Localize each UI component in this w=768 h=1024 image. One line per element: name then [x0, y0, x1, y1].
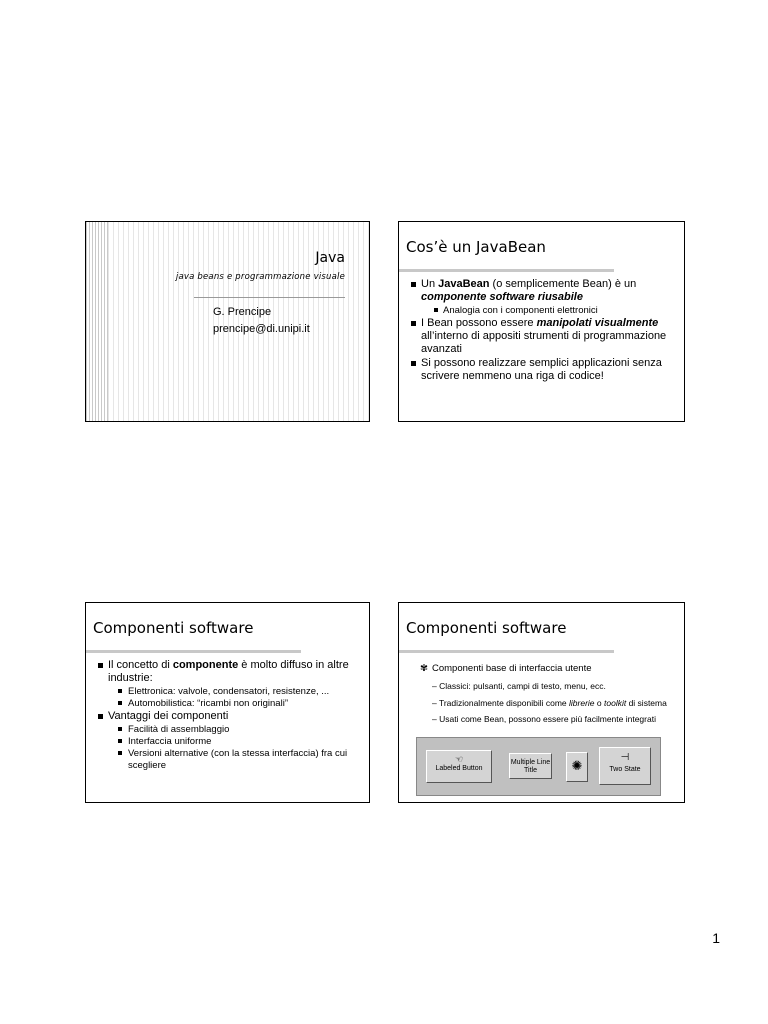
author-block [213, 304, 310, 338]
slide-heading: Cos’è un JavaBean [406, 238, 546, 256]
text: (o semplicemente Bean) è un [489, 278, 637, 290]
bullet-item: Si possono realizzare semplici applicazioni senza scrivere nemmeno una riga di codice! [409, 357, 676, 383]
heading-underline [399, 650, 614, 653]
emphasis-text: manipolati visualmente [536, 317, 659, 329]
author-email: prencipe@di.unipi.it [213, 323, 310, 335]
dash-item: – Classici: pulsanti, campi di testo, menu, ecc. [432, 681, 606, 691]
bullet-item [409, 278, 676, 304]
dash-item: – Tradizionalmente disponibili come librerie o toolkit di sistema [432, 698, 667, 708]
slide-javabean [398, 221, 685, 422]
slide-content [409, 278, 676, 384]
slide-title-text: Java [315, 250, 345, 266]
text: Usati come Bean, possono essere più facilmente integrati [439, 714, 656, 724]
author-name: G. Prencipe [213, 306, 272, 318]
emphasis-text: componente software riusabile [421, 291, 583, 303]
component-demo-panel [416, 737, 661, 796]
italic-text: librerie [569, 698, 595, 708]
slide-title [85, 221, 370, 422]
dash-item: – Usati come Bean, possono essere più facilmente integrati [432, 714, 656, 724]
bold-text: JavaBean [438, 278, 490, 290]
slide-heading: Componenti software [406, 619, 567, 637]
slide-content [96, 659, 361, 772]
sub-bullet-item: Interfaccia uniforme [96, 736, 361, 748]
heading-underline [86, 650, 301, 653]
text: Tradizionalmente disponibili come [438, 698, 570, 708]
text: Classici: pulsanti, campi di testo, menu, ecc. [439, 681, 606, 691]
bug-icon: ✺ [571, 758, 583, 773]
text: Un [421, 278, 439, 290]
sub-bullet-item: Automobilistica: “ricambi non originali” [96, 698, 361, 710]
slide-heading: Componenti software [93, 619, 254, 637]
sub-bullet-item: Elettronica: valvole, condensatori, resistenze, ... [96, 686, 361, 698]
text: di sistema [626, 698, 667, 708]
two-state-button[interactable] [599, 747, 651, 785]
switch-icon: ⊣ [620, 752, 630, 763]
bullet-item [409, 317, 676, 356]
button-label: Labeled Button [435, 765, 483, 772]
multiple-line-title-button[interactable] [509, 753, 552, 779]
button-label: Multiple Line Title [510, 759, 551, 774]
bullet-item [96, 659, 361, 685]
text: è molto diffuso in altre industrie: [108, 659, 349, 684]
bullet-item: Vantaggi dei componenti [96, 710, 361, 723]
heading-text: Componenti base di interfaccia utente [432, 663, 592, 674]
bullet-icon: ✾ [420, 663, 428, 674]
section-heading [419, 663, 592, 674]
slide-subtitle: java beans e programmazione visuale [175, 272, 345, 282]
text: o [594, 698, 604, 708]
text: all’interno di appositi strumenti di programmazione avanzati [421, 330, 667, 355]
bold-text: componente [172, 659, 239, 671]
bean-icon-button[interactable] [566, 752, 588, 782]
slide-componenti-2 [398, 602, 685, 803]
button-label: Two State [609, 766, 641, 773]
hand-icon: ☜ [454, 754, 464, 764]
decorative-stripes [86, 222, 108, 421]
divider [194, 297, 345, 298]
sub-bullet-item: Versioni alternative (con la stessa interfaccia) fra cui scegliere [96, 748, 361, 772]
heading-underline [399, 269, 614, 272]
sub-bullet-item: Analogia con i componenti elettronici [409, 305, 676, 317]
slide-componenti-1 [85, 602, 370, 803]
page-number: 1 [712, 930, 720, 946]
italic-text: toolkit [604, 698, 627, 708]
sub-bullet-item: Facilità di assemblaggio [96, 724, 361, 736]
text: Il concetto di [108, 659, 173, 671]
labeled-button[interactable] [426, 750, 492, 783]
text: I Bean possono essere [421, 317, 537, 329]
